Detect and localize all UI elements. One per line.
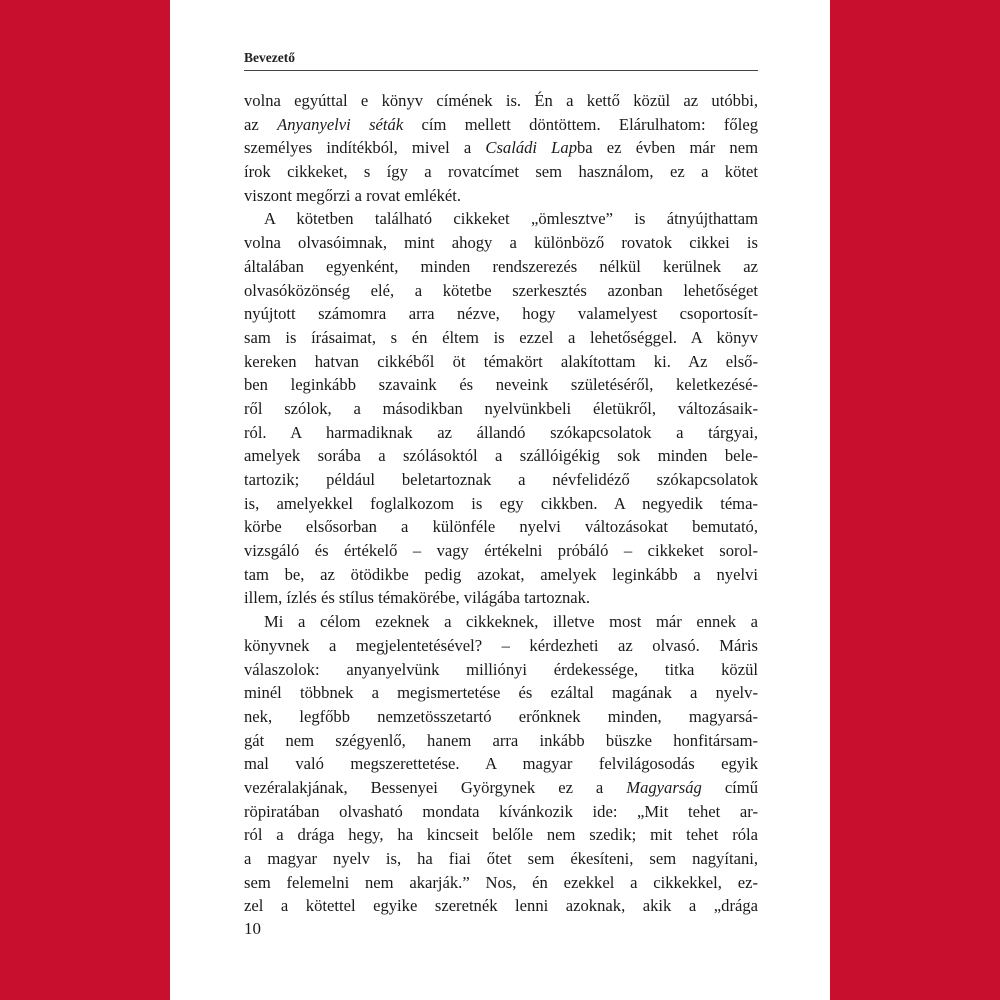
text-line [244, 113, 758, 137]
text-line [244, 894, 758, 918]
text-run: gát nem szégyenlő, hanem arra inkább büszke honfitársam- [244, 730, 758, 750]
text-run: nek, legfőbb nemzetösszetartó erőnknek minden, magyarsá- [244, 706, 758, 726]
text-line [244, 539, 758, 563]
text-run: mal való megszerettetése. A magyar felvilágosodás egyik [244, 754, 758, 774]
text-line [244, 586, 758, 610]
text-run: is, amelyekkel foglalkozom is egy cikkben. A negyedik téma- [244, 493, 758, 513]
text-line [244, 373, 758, 397]
text-run: tartozik; például beletartoznak a névfelidéző szókapcsolatok [244, 470, 758, 489]
text-line [244, 515, 758, 539]
text-run: ról. A harmadiknak az állandó szókapcsolatok a tárgyai, [244, 422, 758, 442]
text-line [244, 207, 758, 231]
text-run: tam be, az ötödikbe pedig azokat, amelyek leginkább a nyelvi [244, 564, 758, 584]
text-run: vezéralakjának, Bessenyei Györgynek ez a [244, 777, 627, 797]
text-line [244, 658, 758, 682]
text-line [244, 444, 758, 468]
text-line [244, 231, 758, 255]
text-run: személyes indítékból, mivel a [244, 138, 486, 158]
italic-title: Családi Lap [485, 138, 577, 158]
text-run: amelyek sorába a szólásoktól a szállóigékig sok minden bele- [244, 446, 758, 466]
text-run: nyújtott számomra arra nézve, hogy valamelyest csoportosít- [244, 304, 758, 324]
text-run: cím mellett döntöttem. Elárulhatom: főleg [403, 114, 758, 134]
text-run: ról a drága hegy, ha kincseit belőle nem szedik; mit tehet róla [244, 825, 758, 845]
text-run: vizsgáló és értékelő – vagy értékelni próbáló – cikkeket sorol- [244, 541, 758, 561]
text-line [244, 279, 758, 303]
text-line [244, 681, 758, 705]
text-run: a magyar nyelv is, ha fiai őtet sem ékesíteni, sem nagyítani, [244, 849, 758, 868]
text-line [244, 468, 758, 492]
text-run: illem, ízlés és stílus témakörébe, világába tartoznak. [244, 588, 591, 608]
italic-title: Magyarság [626, 777, 702, 797]
text-run: ba ez évben már nem [577, 138, 758, 158]
running-header [244, 50, 758, 71]
text-line [244, 871, 758, 895]
text-line [244, 610, 758, 634]
text-run: ben leginkább szavaink és neveink születéséről, keletkezésé- [244, 375, 758, 395]
text-line [244, 255, 758, 279]
text-run: minél többnek a megismertetése és ezáltal magának a nyelv- [244, 683, 758, 703]
text-run: körbe elsősorban a különféle nyelvi változásokat bemutató, [244, 517, 758, 537]
text-line [244, 563, 758, 587]
text-line [244, 397, 758, 421]
text-run: Mi a célom ezeknek a cikkeknek, illetve most már ennek a [264, 612, 758, 632]
text-line [244, 326, 758, 350]
text-run: az [244, 114, 278, 134]
text-line [244, 492, 758, 516]
italic-title: Anyanyelvi séták [277, 114, 404, 134]
text-line [244, 752, 758, 776]
text-run: ről szólok, a másodikban nyelvünkbeli életükről, változásaik- [244, 398, 758, 418]
text-run: sem felemelni nem akarják.” Nos, én ezekkel a cikkekkel, ez- [244, 872, 758, 892]
text-line [244, 421, 758, 445]
text-line [244, 847, 758, 871]
text-line [244, 800, 758, 824]
text-run: volna olvasóimnak, mint ahogy a különböző rovatok cikkei is [244, 233, 758, 253]
text-run: viszont megőrzi a rovat emlékét. [244, 185, 462, 205]
body-text [244, 89, 758, 918]
text-run: sam is írásaimat, s én éltem is ezzel a lehetőséggel. A könyv [244, 327, 758, 347]
text-run: volna egyúttal e könyv címének is. Én a kettő közül az utóbbi, [244, 91, 758, 110]
chapter-title: Bevezető [244, 50, 295, 65]
text-line [244, 184, 758, 208]
book-page [170, 0, 830, 1000]
text-line [244, 302, 758, 326]
text-line [244, 160, 758, 184]
text-run: röpiratában olvasható mondata kívánkozik ide: „Mit tehet ar- [244, 801, 758, 821]
text-line [244, 729, 758, 753]
text-line [244, 823, 758, 847]
text-line [244, 776, 758, 800]
text-line [244, 89, 758, 113]
text-run: válaszolok: anyanyelvünk milliónyi érdekessége, titka közül [244, 659, 758, 679]
page-number: 10 [244, 919, 261, 938]
text-run: könyvnek a megjelentetésével? – kérdezheti az olvasó. Máris [244, 635, 758, 655]
text-run: zel a kötettel egyike szeretnék lenni azoknak, akik a „drága [244, 896, 758, 916]
text-run: olvasóközönség elé, a kötetbe szerkesztés azonban lehetőséget [244, 280, 758, 300]
text-run: kereken hatvan cikkéből öt témakört alakítottam ki. Az első- [244, 351, 758, 371]
text-line [244, 634, 758, 658]
text-line [244, 705, 758, 729]
text-run: A kötetben található cikkeket „ömlesztve” is átnyújthattam [264, 209, 758, 229]
text-line [244, 350, 758, 374]
text-run: általában egyenként, minden rendszerezés nélkül kerülnek az [244, 256, 758, 276]
text-run: írok cikkeket, s így a rovatcímet sem használom, ez a kötet [244, 162, 758, 182]
text-line [244, 136, 758, 160]
text-run: című [701, 777, 758, 797]
